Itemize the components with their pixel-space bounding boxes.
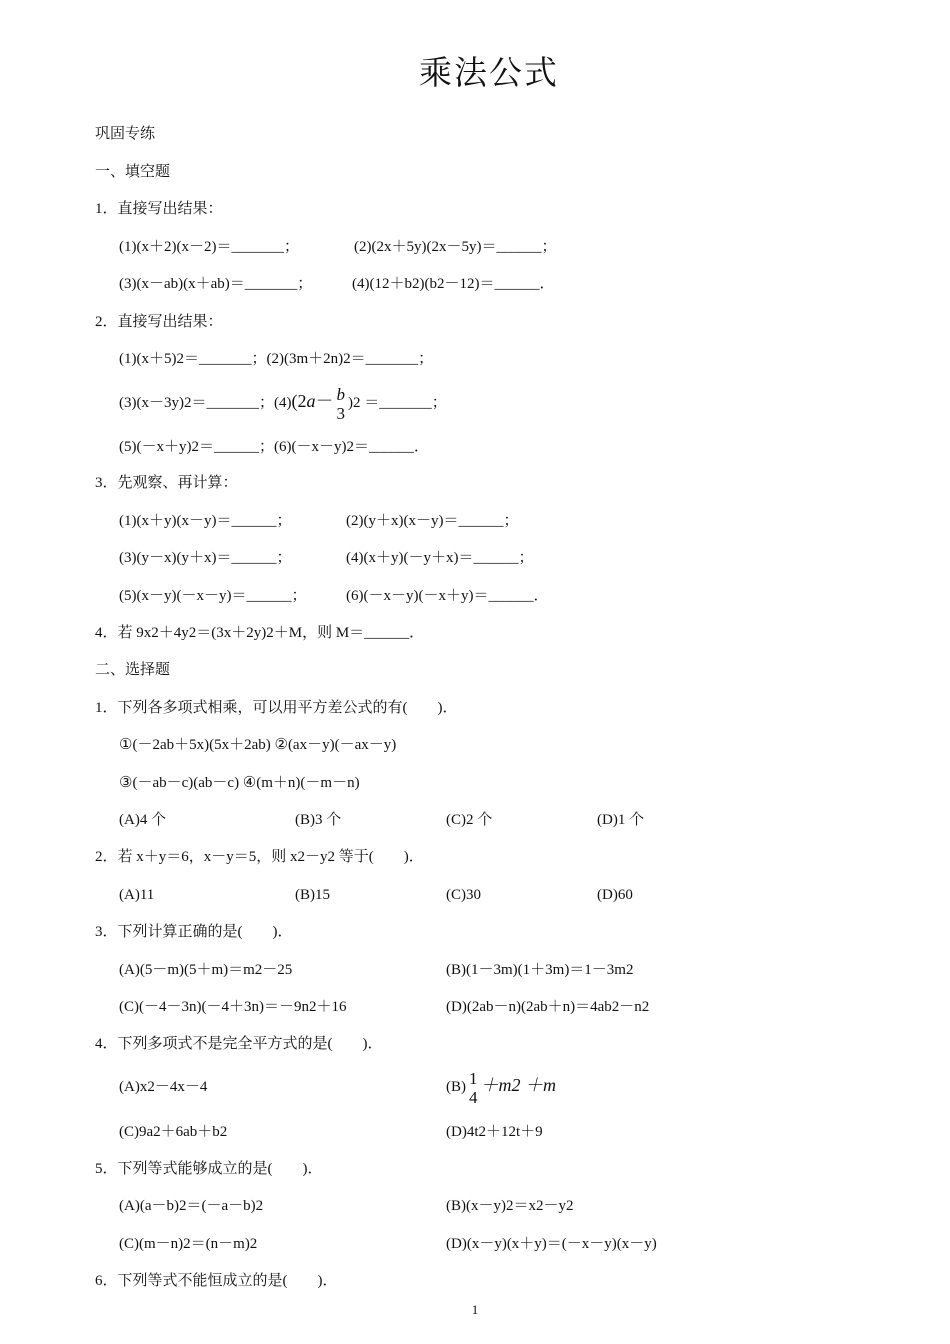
c4-option-b-tail: ＋m2 ＋m xyxy=(480,1075,556,1095)
c1-line-1: ①(－2ab＋5x)(5x＋2ab) ②(ax－y)(－ax－y) xyxy=(119,737,397,753)
c3-option-a: (A)(5－m)(5＋m)＝m2－25 xyxy=(119,962,293,978)
q3-stem: 3．先观察、再计算： xyxy=(95,475,238,491)
fraction-denominator: 3 xyxy=(336,403,345,423)
c4-stem: 4．下列多项式不是完全平方式的是( )． xyxy=(95,1036,383,1052)
part2-heading: 二、选择题 xyxy=(95,662,171,678)
c2-option-b: (B)15 xyxy=(295,887,330,903)
c4-option-a: (A)x2－4x－4 xyxy=(119,1079,208,1095)
c1-option-c: (C)2 个 xyxy=(446,812,493,828)
page-title: 乘法公式 xyxy=(419,56,559,92)
q2-item-4-fraction xyxy=(333,385,348,423)
q3-item-1: (1)(x＋y)(x－y)＝______； xyxy=(119,513,292,529)
q2-item-4-var-a: a xyxy=(306,391,316,411)
c5-stem: 5．下列等式能够成立的是( )． xyxy=(95,1161,323,1177)
c4-option-b-fraction xyxy=(466,1069,481,1107)
q2-items-1-2: (1)(x＋5)2＝_______；(2)(3m＋2n)2＝_______； xyxy=(119,351,434,367)
c4-option-b-label: (B) xyxy=(446,1079,466,1095)
fraction-numerator: b xyxy=(336,384,345,404)
c2-option-c: (C)30 xyxy=(446,887,481,903)
c4-option-c: (C)9a2＋6ab＋b2 xyxy=(119,1124,228,1140)
c4-option-b xyxy=(446,1061,556,1111)
q3-item-4: (4)(x＋y)(－y＋x)＝______； xyxy=(346,550,534,566)
q1-item-1: (1)(x＋2)(x－2)＝_______； xyxy=(119,239,299,255)
q2-stem: 2．直接写出结果： xyxy=(95,314,223,330)
c5-option-c: (C)(m－n)2＝(n－m)2 xyxy=(119,1236,258,1252)
c5-option-b: (B)(x－y)2＝x2－y2 xyxy=(446,1198,574,1214)
c5-option-a: (A)(a－b)2＝(－a－b)2 xyxy=(119,1198,264,1214)
q3-item-2: (2)(y＋x)(x－y)＝______； xyxy=(346,513,519,529)
section-intro: 巩固专练 xyxy=(95,126,156,142)
c2-option-d: (D)60 xyxy=(597,887,633,903)
c1-option-a: (A)4 个 xyxy=(119,812,167,828)
q3-item-6: (6)(－x－y)(－x＋y)＝______． xyxy=(346,588,549,604)
c1-stem: 1．下列各多项式相乘，可以用平方差公式的有( )． xyxy=(95,700,458,716)
c6-stem: 6．下列等式不能恒成立的是( )． xyxy=(95,1273,338,1289)
q4-fill: 4．若 9x2＋4y2＝(3x＋2y)2＋M，则 M＝______． xyxy=(95,625,425,641)
q1-stem: 1．直接写出结果： xyxy=(95,201,223,217)
c1-line-2: ③(－ab－c)(ab－c) ④(m＋n)(－m－n) xyxy=(119,775,360,791)
c2-option-a: (A)11 xyxy=(119,887,155,903)
c5-option-d: (D)(x－y)(x＋y)＝(－x－y)(x－y) xyxy=(446,1236,657,1252)
q3-item-3: (3)(y－x)(y＋x)＝______； xyxy=(119,550,292,566)
c3-option-b: (B)(1－3m)(1＋3m)＝1－3m2 xyxy=(446,962,634,978)
q2-items-5-6: (5)(－x＋y)2＝______；(6)(－x－y)2＝______． xyxy=(119,439,429,455)
fraction-numerator: 1 xyxy=(469,1068,478,1088)
q2-item-4-minus: － xyxy=(315,391,334,411)
q1-item-2: (2)(2x＋5y)(2x－5y)＝______； xyxy=(354,239,557,255)
c4-option-d: (D)4t2＋12t＋9 xyxy=(446,1124,543,1140)
c3-option-d: (D)(2ab－n)(2ab＋n)＝4ab2－n2 xyxy=(446,999,650,1015)
q2-item-4-lead: (2 xyxy=(291,391,307,411)
q3-item-5: (5)(x－y)(－x－y)＝______； xyxy=(119,588,307,604)
page-number: 1 xyxy=(471,1302,479,1317)
fraction-denominator: 4 xyxy=(469,1087,478,1107)
q2-items-3-4 xyxy=(119,377,447,427)
c1-option-d: (D)1 个 xyxy=(597,812,645,828)
q1-item-4: (4)(12＋b2)(b2－12)＝______． xyxy=(352,276,555,292)
q2-item-3: (3)(x－3y)2＝_______；(4) xyxy=(119,395,292,411)
part1-heading: 一、填空题 xyxy=(95,164,171,180)
c3-stem: 3．下列计算正确的是( )． xyxy=(95,924,293,940)
q1-item-3: (3)(x－ab)(x＋ab)＝_______； xyxy=(119,276,313,292)
c1-option-b: (B)3 个 xyxy=(295,812,342,828)
q2-item-4-tail: )2 ＝_______； xyxy=(347,395,447,411)
c3-option-c: (C)(－4－3n)(－4＋3n)＝－9n2＋16 xyxy=(119,999,347,1015)
c2-stem: 2．若 x＋y＝6，x－y＝5，则 x2－y2 等于( )． xyxy=(95,849,424,865)
